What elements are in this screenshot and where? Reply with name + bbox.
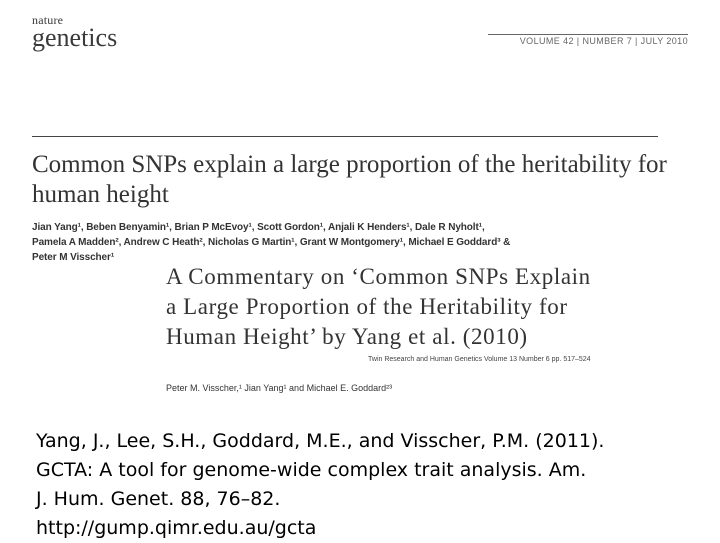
- paper1-authors-line: Jian Yang¹, Beben Benyamin¹, Brian P McEvoy¹, Scott Gordon¹, Anjali K Henders¹, Dale R Nyholt¹,: [32, 222, 485, 233]
- paper2-title-line: A Commentary on ‘Common SNPs Explain: [166, 264, 591, 289]
- paper1-authors-line: Peter M Visscher¹: [32, 252, 115, 263]
- header-divider: [32, 136, 658, 137]
- journal-logo-big: genetics: [32, 23, 118, 52]
- citation-line: Yang, J., Lee, S.H., Goddard, M.E., and Visscher, P.M. (2011).: [36, 430, 605, 452]
- paper1-authors-line: Pamela A Madden², Andrew C Heath², Nicholas G Martin¹, Grant W Montgomery¹, Michael E Goddard³ &: [32, 237, 511, 248]
- paper2-journal-ref: Twin Research and Human Genetics Volume 13 Number 6 pp. 517–524: [368, 356, 591, 363]
- citation-line-3: [36, 485, 716, 543]
- citation-line: GCTA: A tool for genome-wide complex trait analysis. Am.: [36, 459, 587, 481]
- paper1-title: Common SNPs explain a large proportion of the heritability for human height: [32, 151, 667, 208]
- journal-logo: [32, 14, 117, 50]
- paper2-title-line: a Large Proportion of the Heritability for: [166, 294, 568, 319]
- citation-url-link[interactable]: http://gump.qimr.edu.au/gcta: [36, 517, 317, 539]
- issue-info: VOLUME 42 | NUMBER 7 | JULY 2010: [488, 34, 688, 46]
- paper2-title-line: Human Height’ by Yang et al. (2010): [166, 324, 528, 349]
- journal-logo-small: nature: [32, 13, 64, 27]
- citation: [36, 427, 716, 543]
- citation-ref: J. Hum. Genet. 88, 76–82.: [36, 488, 281, 510]
- paper1-authors: [32, 220, 672, 265]
- paper2-title: [166, 262, 666, 352]
- paper2-authors: Peter M. Visscher,¹ Jian Yang¹ and Michael E. Goddard²³: [166, 383, 393, 393]
